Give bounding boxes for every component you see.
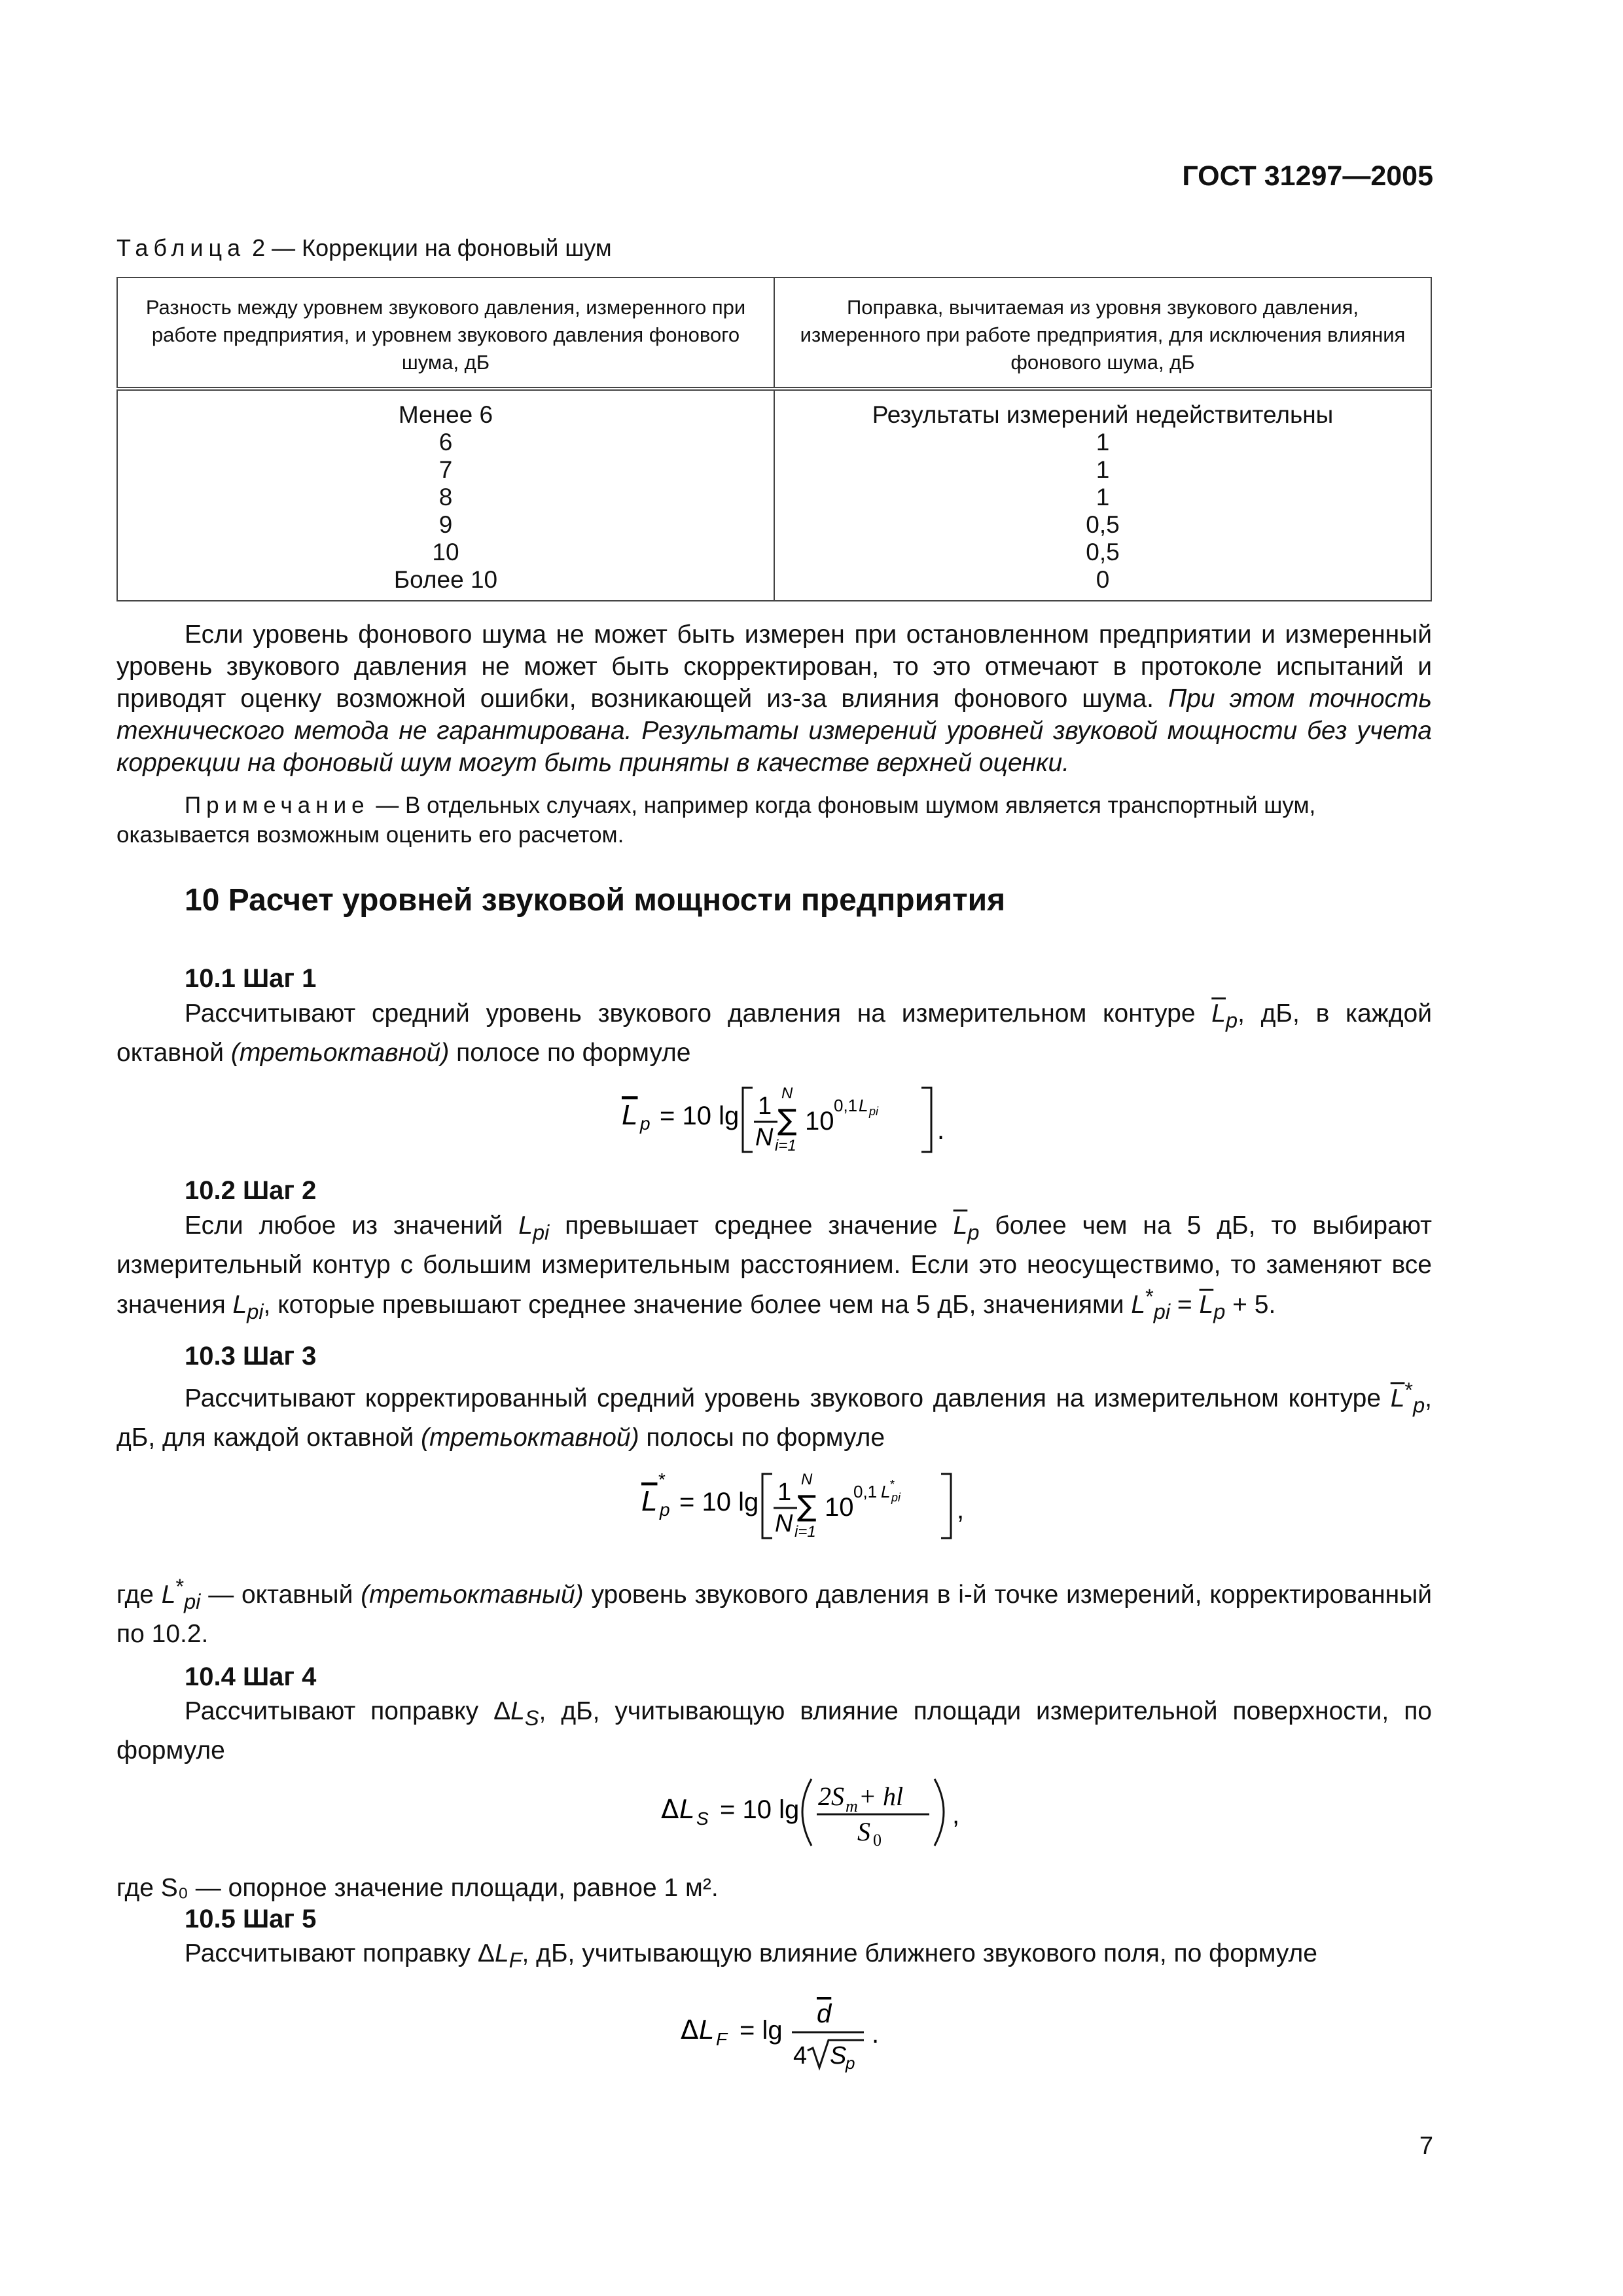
l-symbol: L bbox=[510, 1697, 525, 1725]
table-col1-header: Разность между уровнем звукового давления, измеренного при работе предприятия, и уровнем звукового давления фонового шума, дБ bbox=[117, 278, 774, 389]
formula-10lg: = 10 lg bbox=[660, 1102, 740, 1130]
formula-period: . bbox=[937, 1116, 945, 1145]
sum-upper-N: N bbox=[801, 1471, 813, 1488]
formula-one: 1 bbox=[758, 1092, 772, 1120]
step1-italic: (третьоктавной) bbox=[230, 1038, 450, 1067]
table-header-row bbox=[117, 278, 1431, 389]
table-caption-word: Таблица bbox=[116, 234, 246, 261]
step3-where-clause bbox=[116, 1571, 1432, 1650]
formula-delta: Δ bbox=[661, 1795, 679, 1825]
lpi-subscript: pi bbox=[1153, 1299, 1171, 1323]
lp-bar-symbol: $\overline{L}$ bbox=[1211, 999, 1226, 1028]
step4-text-a: Рассчитывают поправку bbox=[185, 1697, 494, 1725]
table-cell: 8 bbox=[438, 484, 453, 511]
table-col2-header: Поправка, вычитаемая из уровня звукового давления, измеренного при работе предприятия, для исключения влияния фонового шума, дБ bbox=[774, 278, 1431, 389]
step3-paragraph bbox=[116, 1374, 1432, 1454]
formula-10lg: = 10 lg bbox=[720, 1795, 800, 1824]
exponent-L: L bbox=[859, 1096, 868, 1115]
sum-lower-i1: i=1 bbox=[794, 1523, 816, 1541]
step2-text-e: = bbox=[1170, 1290, 1200, 1319]
right-bracket bbox=[941, 1474, 951, 1538]
star-superscript: * bbox=[1145, 1284, 1154, 1308]
right-bracket bbox=[921, 1088, 931, 1152]
formula-corrected-mean-level bbox=[628, 1460, 969, 1545]
note-paragraph bbox=[116, 791, 1432, 850]
sum-sign: ∑ bbox=[797, 1490, 817, 1523]
formula-near-field-correction bbox=[674, 1986, 923, 2078]
formula-star: * bbox=[658, 1469, 666, 1490]
formula-mean-level bbox=[609, 1073, 949, 1158]
formula-comma: , bbox=[952, 1801, 960, 1829]
step1-paragraph bbox=[116, 997, 1432, 1069]
formula-period: . bbox=[872, 2020, 880, 2049]
formula-four: 4 bbox=[793, 2042, 808, 2070]
section-10-heading: 10 Расчет уровней звуковой мощности предприятия bbox=[185, 883, 1006, 918]
step2-text-c: более чем на 5 дБ, то выбирают измерительный контур с большим измерительным расстоянием. Если это неосуществимо, то заменяют все значения bbox=[116, 1211, 1433, 1319]
lp-bar-symbol: $\overline{L}$ bbox=[953, 1211, 968, 1240]
sum-lower-i1: i=1 bbox=[775, 1137, 796, 1155]
exponent-01: 0,1 bbox=[853, 1482, 878, 1501]
exponent-sub-pi: pi bbox=[869, 1105, 879, 1118]
table-diff-column bbox=[117, 389, 774, 601]
step3-text-b: , дБ, для каждой октавной bbox=[116, 1384, 1432, 1452]
formula-sub-p: p bbox=[640, 1113, 651, 1134]
step3-italic: (третьоктавной) bbox=[421, 1423, 639, 1452]
f-subscript: F bbox=[508, 1948, 522, 1972]
step5-text-b: , дБ, учитывающую влияние ближнего звукового поля, по формуле bbox=[522, 1939, 1317, 1967]
left-paren bbox=[802, 1779, 812, 1846]
formula-area-correction bbox=[654, 1767, 969, 1852]
step1-text-c: полосе по формуле bbox=[449, 1038, 691, 1067]
lp-subscript: p bbox=[1413, 1393, 1425, 1417]
star-superscript: * bbox=[1404, 1378, 1414, 1402]
table-cell: 0,5 bbox=[1086, 539, 1120, 565]
exponent-01: 0,1 bbox=[834, 1096, 858, 1115]
background-noise-paragraph bbox=[116, 619, 1432, 779]
note-label: Примечание bbox=[185, 793, 370, 818]
step1-heading: 10.1 Шаг 1 bbox=[185, 964, 317, 993]
formula-10lg: = 10 lg bbox=[679, 1488, 759, 1516]
table-cell: 9 bbox=[438, 511, 453, 538]
lpi-symbol: L bbox=[518, 1211, 533, 1240]
exponent-sub-pi: pi bbox=[891, 1491, 901, 1504]
formula-ten: 10 bbox=[805, 1107, 834, 1136]
formula-Sp: S bbox=[830, 2042, 847, 2070]
step2-text-b: превышает среднее значение bbox=[549, 1211, 954, 1240]
formula-L: L bbox=[699, 2014, 715, 2045]
left-bracket bbox=[743, 1088, 753, 1152]
lp-bar-symbol: $\overline{L}$ bbox=[1199, 1290, 1214, 1319]
delta-symbol: Δ bbox=[477, 1939, 495, 1967]
table-cell: 1 bbox=[1096, 484, 1110, 511]
step5-paragraph bbox=[116, 1937, 1432, 1977]
lpi-subscript: pi bbox=[532, 1220, 550, 1244]
formula-sub-p: p bbox=[846, 2053, 855, 2073]
lpi-subscript: pi bbox=[247, 1299, 264, 1323]
paragraph-italic-text: При этом точность технического метода не гарантирована. Результаты измерений уровней звуковой мощности без учета коррекции на фоновый шум могут быть приняты в качестве верхней оценки. bbox=[116, 685, 1433, 777]
step2-text-d: , которые превышают среднее значение более чем на 5 дБ, значениями bbox=[263, 1290, 1132, 1319]
step4-paragraph bbox=[116, 1695, 1432, 1767]
formula-lp: L bbox=[622, 1099, 638, 1131]
exponent-star: * bbox=[890, 1478, 895, 1491]
formula-one: 1 bbox=[777, 1479, 792, 1506]
table-cell: 6 bbox=[438, 429, 453, 456]
table-cell: 1 bbox=[1096, 456, 1110, 483]
lp-star-bar-symbol: $\overline{L}$ bbox=[1390, 1384, 1405, 1412]
step3-text-c: полосы по формуле bbox=[639, 1423, 885, 1452]
formula-sub-0: 0 bbox=[873, 1831, 882, 1850]
where-italic: (третьоктавный) bbox=[361, 1581, 584, 1609]
table-cell: 1 bbox=[1096, 429, 1110, 456]
where-text: где bbox=[116, 1581, 162, 1609]
left-bracket bbox=[762, 1474, 772, 1538]
formula-N: N bbox=[775, 1510, 793, 1537]
step4-text-b: , дБ, учитывающую влияние площади измерительной поверхности, по формуле bbox=[116, 1697, 1432, 1765]
table-caption bbox=[116, 234, 612, 262]
s-subscript: S bbox=[524, 1706, 539, 1730]
page-number: 7 bbox=[1419, 2132, 1433, 2160]
sum-upper-N: N bbox=[781, 1085, 793, 1102]
formula-plus-hl: + hl bbox=[859, 1782, 904, 1811]
where-text-b: — октавный bbox=[200, 1581, 361, 1609]
step1-text-b: , дБ, в каждой октавной bbox=[116, 999, 1432, 1067]
where-text-c: уровень звукового давления в i-й точке измерений, корректированный по 10.2. bbox=[116, 1581, 1433, 1648]
note-text: — В отдельных случаях, например когда фоновым шумом является транспортный шум, оказывается возможным оценить его расчетом. bbox=[116, 793, 1316, 848]
lpi-symbol: L bbox=[232, 1290, 247, 1319]
formula-sub-F: F bbox=[716, 2029, 728, 2049]
lp-subscript: p bbox=[1225, 1008, 1238, 1032]
formula-comma: , bbox=[957, 1496, 965, 1524]
table-cell: 7 bbox=[438, 456, 453, 483]
background-noise-correction-table bbox=[116, 277, 1432, 601]
lp-subscript: p bbox=[1213, 1299, 1226, 1323]
lpi-subscript: pi bbox=[184, 1589, 201, 1613]
table-cell: 0 bbox=[1096, 566, 1110, 593]
step1-text: Рассчитывают средний уровень звукового давления на измерительном контуре bbox=[185, 999, 1212, 1028]
step2-paragraph bbox=[116, 1210, 1432, 1328]
right-paren bbox=[935, 1779, 944, 1846]
step2-text-a: Если любое из значений bbox=[185, 1211, 519, 1240]
table-cell: 10 bbox=[432, 539, 459, 565]
formula-sub-S: S bbox=[696, 1808, 709, 1829]
exponent-L: L bbox=[881, 1482, 891, 1501]
step2-text-f: + 5. bbox=[1225, 1290, 1276, 1319]
step4-heading: 10.4 Шаг 4 bbox=[185, 1662, 317, 1691]
step3-text-a: Рассчитывают корректированный средний уровень звукового давления на измерительном контуре bbox=[185, 1384, 1391, 1412]
document-number-header: ГОСТ 31297—2005 bbox=[1182, 160, 1433, 192]
formula-sub-p: p bbox=[660, 1499, 670, 1520]
step2-heading: 10.2 Шаг 2 bbox=[185, 1176, 317, 1205]
formula-sub-m: m bbox=[846, 1797, 858, 1816]
step4-where-clause: где S₀ — опорное значение площади, равное 1 м². bbox=[116, 1874, 719, 1902]
l-symbol: L bbox=[494, 1939, 509, 1967]
lpi-star-symbol: L bbox=[1131, 1290, 1146, 1319]
formula-L: L bbox=[679, 1793, 695, 1824]
lp-subscript: p bbox=[967, 1220, 980, 1244]
step5-text-a: Рассчитывают поправку bbox=[185, 1939, 478, 1967]
sum-sign: ∑ bbox=[777, 1103, 797, 1137]
paragraph-text: Если уровень фонового шума не может быть измерен при остановленном предприятии и измеренный уровень звукового давления не может быть скорректирован, то это отмечают в протоколе испытаний и приводят оценку возможной ошибки, возникающей из-за влияния фонового шума. bbox=[116, 620, 1432, 713]
table-cell: Более 10 bbox=[393, 566, 498, 593]
formula-delta: Δ bbox=[681, 2015, 699, 2045]
formula-ten: 10 bbox=[825, 1493, 854, 1522]
formula-lg: = lg bbox=[740, 2016, 783, 2045]
table-caption-text: 2 — Коррекции на фоновый шум bbox=[245, 234, 612, 261]
table-corr-column bbox=[774, 389, 1431, 601]
formula-lp-star: L bbox=[641, 1485, 658, 1517]
formula-2S: 2S bbox=[818, 1782, 844, 1811]
table-body-row bbox=[117, 389, 1431, 601]
delta-symbol: Δ bbox=[493, 1697, 511, 1725]
star-superscript: * bbox=[175, 1575, 185, 1598]
formula-S0: S bbox=[857, 1817, 870, 1846]
table-cell: Результаты измерений недействительны bbox=[872, 401, 1334, 428]
step3-heading: 10.3 Шаг 3 bbox=[185, 1342, 317, 1371]
lpi-star-symbol: L bbox=[161, 1581, 176, 1609]
step5-heading: 10.5 Шаг 5 bbox=[185, 1905, 317, 1933]
table-cell: Менее 6 bbox=[398, 401, 493, 428]
formula-N: N bbox=[755, 1124, 774, 1151]
table-cell: 0,5 bbox=[1086, 511, 1120, 538]
formula-d-bar: d bbox=[817, 2000, 832, 2028]
